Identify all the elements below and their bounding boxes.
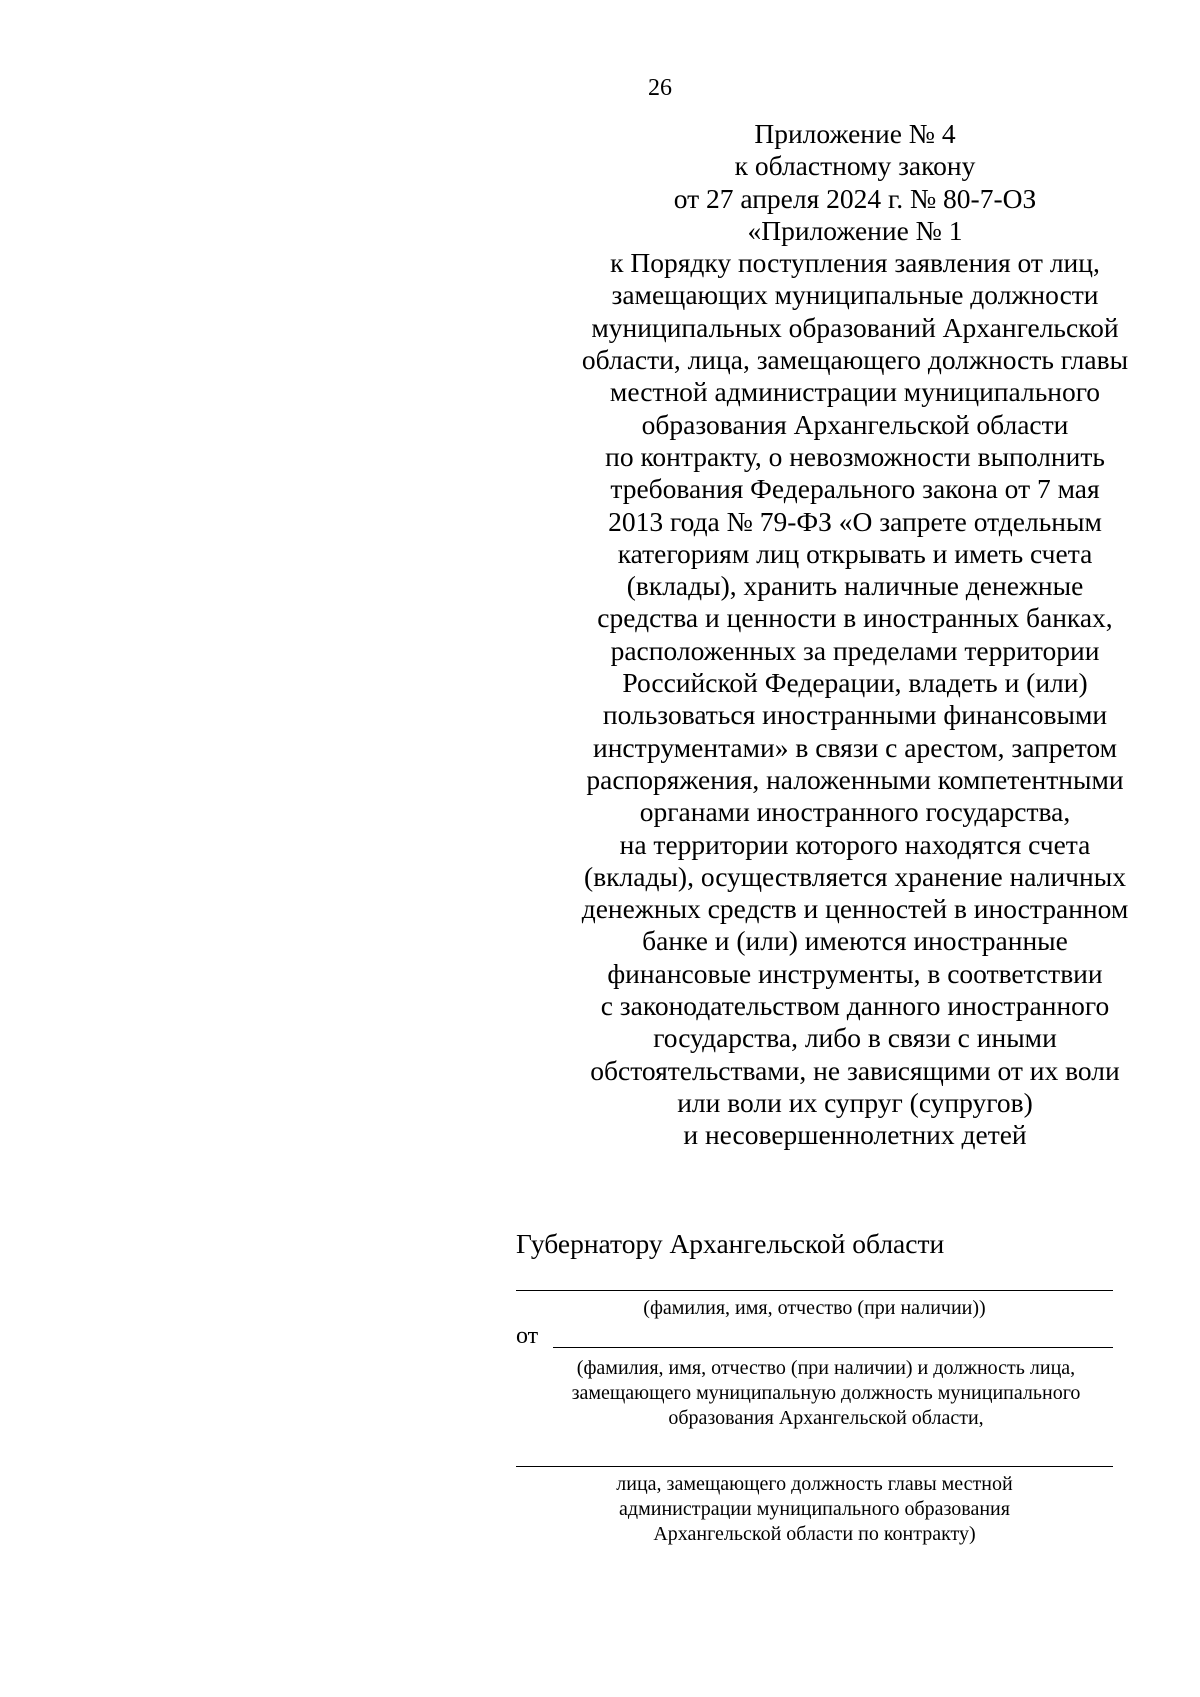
governor-name-caption — [516, 1296, 1113, 1321]
header-line: обстоятельствами, не зависящими от их воли — [590, 1054, 1120, 1086]
header-line: к Порядку поступления заявления от лиц, — [610, 247, 1100, 279]
from-label: от — [516, 1323, 539, 1349]
header-line: образования Архангельской области — [641, 408, 1069, 440]
caption-line: (фамилия, имя, отчество (при наличии) и должность лица, — [576, 1357, 1076, 1379]
header-line: пользоваться иностранными финансовыми — [602, 699, 1108, 731]
header-line: и несовершеннолетних детей — [683, 1119, 1027, 1151]
header-line: замещающих муниципальные должности — [611, 279, 1099, 311]
header-line: органами иностранного государства, — [639, 796, 1071, 828]
header-line: финансовые инструменты, в соответствии — [607, 957, 1103, 989]
head-of-administration-field[interactable] — [516, 1466, 1113, 1467]
header-line: распоряжения, наложенными компетентными — [586, 763, 1124, 795]
header-line: (вклады), осуществляется хранение наличных — [584, 860, 1126, 892]
header-line: требования Федерального закона от 7 мая — [610, 473, 1100, 505]
header-line: по контракту, о невозможности выполнить — [605, 440, 1105, 472]
header-line: Приложение № 4 — [754, 118, 956, 149]
page-number: 26 — [648, 75, 672, 101]
caption-line: образования Архангельской области, — [668, 1407, 984, 1429]
header-line: банке и (или) имеются иностранные — [642, 925, 1068, 957]
header-line: от 27 апреля 2024 г. № 80-7-ОЗ — [673, 182, 1037, 214]
header-line: местной администрации муниципального — [609, 376, 1101, 408]
header-line: муниципальных образований Архангельской — [591, 311, 1119, 343]
header-line: расположенных за пределами территории — [610, 634, 1100, 666]
caption-line: замещающего муниципальную должность муниципального — [571, 1382, 1081, 1404]
header-line: денежных средств и ценностей в иностранном — [581, 893, 1129, 925]
header-line: государства, либо в связи с иными — [653, 1022, 1057, 1054]
header-line: средства и ценности в иностранных банках, — [597, 602, 1113, 634]
header-line: (вклады), хранить наличные денежные — [626, 570, 1084, 602]
header-line: 2013 года № 79-ФЗ «О запрете отдельным — [608, 505, 1102, 537]
header-line: инструментами» в связи с арестом, запретом — [592, 731, 1118, 763]
header-line: Российской Федерации, владеть и (или) — [622, 667, 1088, 699]
caption-line: администрации муниципального образования — [619, 1498, 1010, 1520]
caption-line: Архангельской области по контракту) — [653, 1523, 976, 1545]
applicant-name-field[interactable] — [553, 1347, 1113, 1348]
header-line: к областному закону — [734, 150, 976, 182]
header-line: с законодательством данного иностранного — [600, 990, 1110, 1022]
applicant-caption — [516, 1356, 1136, 1431]
header-line: категориям лиц открывать и иметь счета — [617, 537, 1093, 569]
head-of-administration-caption — [516, 1472, 1113, 1547]
addressee-line: Губернатору Архангельской области — [516, 1228, 945, 1259]
caption-line: (фамилия, имя, отчество (при наличии)) — [643, 1297, 986, 1319]
header-line: области, лица, замещающего должность главы — [581, 344, 1129, 376]
header-line: «Приложение № 1 — [747, 214, 963, 246]
caption-line: лица, замещающего должность главы местной — [616, 1473, 1013, 1495]
appendix-header — [575, 118, 1135, 1152]
header-line: или воли их супруг (супругов) — [677, 1086, 1033, 1118]
header-line: на территории которого находятся счета — [619, 828, 1091, 860]
governor-name-field[interactable] — [516, 1290, 1113, 1291]
